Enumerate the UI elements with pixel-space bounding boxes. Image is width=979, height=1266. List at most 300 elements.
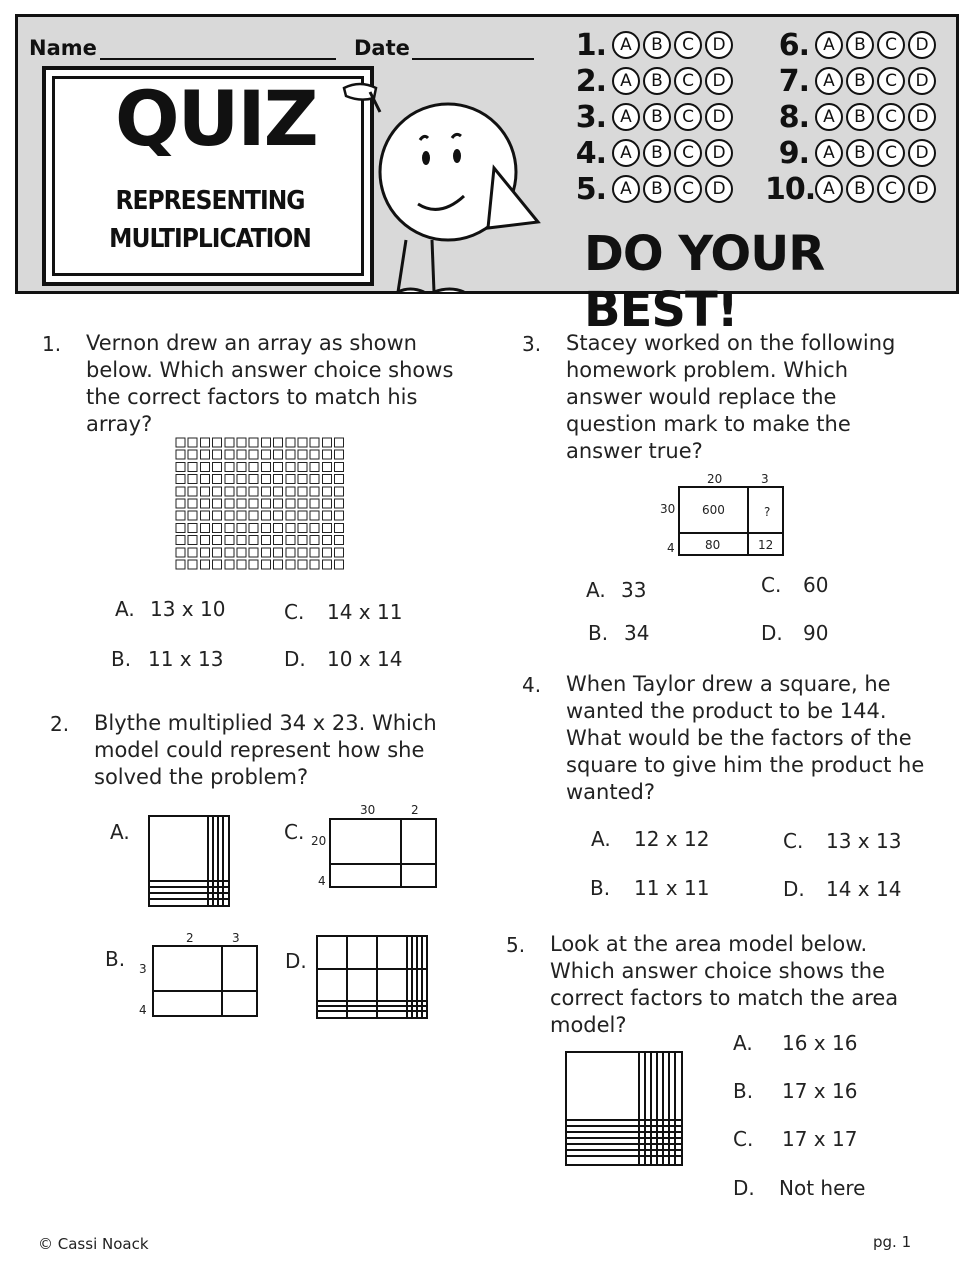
array-cell	[188, 475, 197, 484]
array-cell	[225, 487, 234, 496]
bubble-c[interactable]: C	[877, 67, 905, 95]
q1-option-b[interactable]: 11 x 13	[148, 647, 224, 671]
array-cell	[261, 462, 270, 471]
array-cell	[261, 548, 270, 557]
array-cell	[200, 475, 209, 484]
q3-option-c[interactable]: 60	[803, 573, 829, 597]
q2-b-top-right: 3	[232, 931, 240, 945]
answer-number: 5.	[575, 171, 606, 207]
array-cell	[261, 475, 270, 484]
array-cell	[200, 536, 209, 545]
array-cell	[298, 450, 307, 459]
array-cell	[286, 487, 295, 496]
array-cell	[200, 560, 209, 569]
array-cell	[335, 438, 344, 447]
array-cell	[274, 438, 283, 447]
array-cell	[261, 499, 270, 508]
answer-number: 10.	[765, 171, 816, 207]
array-cell	[237, 511, 246, 520]
array-cell	[249, 450, 258, 459]
array-cell	[249, 438, 258, 447]
bubble-d[interactable]: D	[908, 67, 936, 95]
bubble-a[interactable]: A	[612, 103, 640, 131]
array-cell	[335, 523, 344, 532]
answer-number: 1.	[575, 27, 606, 63]
q2-b-top-left: 2	[186, 931, 194, 945]
array-cell	[310, 560, 319, 569]
array-cell	[188, 511, 197, 520]
array-cell	[274, 548, 283, 557]
bubble-c[interactable]: C	[877, 103, 905, 131]
array-cell	[225, 548, 234, 557]
bubble-c[interactable]: C	[674, 175, 702, 203]
q3-option-b[interactable]: 34	[624, 621, 650, 645]
q1-option-b-letter: B.	[111, 647, 132, 671]
array-cell	[225, 499, 234, 508]
array-cell	[286, 462, 295, 471]
q2-model-b	[152, 945, 260, 1019]
q5-area-model	[564, 1050, 686, 1168]
array-cell	[237, 548, 246, 557]
q4-option-a-letter: A.	[591, 827, 611, 851]
bubble-a[interactable]: A	[612, 139, 640, 167]
array-cell	[335, 462, 344, 471]
q1-line: the correct factors to match his	[86, 385, 418, 409]
answer-row	[562, 99, 736, 135]
array-cell	[261, 511, 270, 520]
q4-text	[566, 671, 924, 806]
bubble-d[interactable]: D	[705, 67, 733, 95]
q3-number: 3.	[522, 332, 542, 356]
q1-text	[86, 330, 453, 438]
answer-number: 2.	[575, 63, 606, 99]
array-cell	[200, 523, 209, 532]
array-cell	[286, 438, 295, 447]
q5-line: model?	[550, 1013, 627, 1037]
q2-b-side-top: 3	[139, 962, 147, 976]
array-cell	[322, 438, 331, 447]
array-cell	[322, 536, 331, 545]
answer-bubbles-left	[562, 27, 736, 207]
array-cell	[310, 462, 319, 471]
array-cell	[274, 523, 283, 532]
q5-option-c[interactable]: 17 x 17	[782, 1127, 858, 1151]
array-cell	[176, 523, 185, 532]
answer-bubbles-right	[765, 27, 939, 207]
array-cell	[213, 511, 222, 520]
array-cell	[274, 560, 283, 569]
q3-text	[566, 330, 895, 465]
q1-line: Vernon drew an array as shown	[86, 331, 417, 355]
q2-line: model could represent how she	[94, 738, 425, 762]
array-cell	[176, 462, 185, 471]
q3-line: answer would replace the	[566, 385, 837, 409]
q5-line: Look at the area model below.	[550, 932, 868, 956]
array-cell	[213, 499, 222, 508]
array-cell	[249, 487, 258, 496]
q2-line: solved the problem?	[94, 765, 309, 789]
array-cell	[225, 523, 234, 532]
array-cell	[176, 475, 185, 484]
bubble-d[interactable]: D	[908, 103, 936, 131]
array-cell	[176, 450, 185, 459]
q3-line: homework problem. Which	[566, 358, 849, 382]
array-cell	[274, 536, 283, 545]
array-cell	[200, 548, 209, 557]
q2-model-a	[148, 815, 232, 909]
bubble-b[interactable]: B	[643, 139, 671, 167]
bubble-d[interactable]: D	[705, 103, 733, 131]
array-cell	[274, 462, 283, 471]
array-cell	[188, 438, 197, 447]
array-cell	[200, 487, 209, 496]
bubble-d[interactable]: D	[908, 139, 936, 167]
array-cell	[200, 462, 209, 471]
array-cell	[274, 450, 283, 459]
array-cell	[298, 462, 307, 471]
array-cell	[286, 511, 295, 520]
answer-row	[562, 135, 736, 171]
array-cell	[225, 511, 234, 520]
smiley-mascot-illustration	[340, 78, 555, 296]
array-cell	[310, 438, 319, 447]
q3-option-a[interactable]: 33	[621, 578, 647, 602]
q2-b-side-bottom: 4	[139, 1003, 147, 1017]
array-cell	[188, 523, 197, 532]
array-cell	[322, 499, 331, 508]
q4-option-b[interactable]: 11 x 11	[634, 876, 710, 900]
array-cell	[261, 487, 270, 496]
bubble-a[interactable]: A	[612, 31, 640, 59]
answer-number: 6.	[778, 27, 809, 63]
array-cell	[310, 499, 319, 508]
array-cell	[213, 548, 222, 557]
q5-line: Which answer choice shows the	[550, 959, 885, 983]
q2-c-side-bottom: 4	[318, 874, 326, 888]
q1-option-c[interactable]: 14 x 11	[327, 600, 403, 624]
page-number: pg. 1	[873, 1233, 912, 1251]
answer-number: 4.	[575, 135, 606, 171]
date-field[interactable]	[412, 58, 534, 60]
bubble-b[interactable]: B	[846, 103, 874, 131]
q1-option-a[interactable]: 13 x 10	[150, 597, 226, 621]
array-cell	[322, 487, 331, 496]
q3-line: question mark to make the	[566, 412, 851, 436]
q3-cell-80: 80	[705, 538, 721, 552]
array-cell	[335, 487, 344, 496]
array-cell	[335, 560, 344, 569]
array-cell	[188, 536, 197, 545]
array-cell	[200, 499, 209, 508]
array-cell	[200, 438, 209, 447]
q5-text	[550, 931, 898, 1039]
bubble-a[interactable]: A	[815, 139, 843, 167]
array-cell	[286, 536, 295, 545]
q4-line: wanted the product to be 144.	[566, 699, 887, 723]
copyright: © Cassi Noack	[38, 1235, 149, 1253]
array-cell	[225, 560, 234, 569]
q3-cell-unknown: ?	[764, 505, 771, 519]
array-cell	[176, 438, 185, 447]
q2-label-c[interactable]: C.	[284, 820, 305, 844]
array-cell	[298, 560, 307, 569]
array-cell	[322, 548, 331, 557]
array-cell	[176, 560, 185, 569]
answer-row	[562, 27, 736, 63]
array-cell	[213, 450, 222, 459]
array-cell	[213, 523, 222, 532]
bubble-c[interactable]: C	[674, 67, 702, 95]
q2-c-top-right: 2	[411, 803, 419, 817]
bubble-b[interactable]: B	[643, 175, 671, 203]
name-label: Name	[29, 36, 97, 60]
q2-c-side-top: 20	[311, 834, 327, 848]
array-cell	[310, 450, 319, 459]
subtitle-line-2: MULTIPLICATION	[109, 224, 311, 254]
answer-row	[765, 99, 939, 135]
q5-option-b[interactable]: 17 x 16	[782, 1079, 858, 1103]
bubble-c[interactable]: C	[877, 175, 905, 203]
motto: DO YOUR BEST!	[584, 226, 825, 338]
q2-label-d[interactable]: D.	[285, 949, 307, 973]
array-cell	[249, 523, 258, 532]
array-cell	[310, 523, 319, 532]
bubble-c[interactable]: C	[674, 139, 702, 167]
array-cell	[298, 438, 307, 447]
array-cell	[249, 475, 258, 484]
q1-line: below. Which answer choice shows	[86, 358, 454, 382]
q1-option-d[interactable]: 10 x 14	[327, 647, 403, 671]
q5-option-c-letter: C.	[733, 1127, 754, 1151]
array-cell	[310, 487, 319, 496]
array-cell	[200, 511, 209, 520]
array-cell	[176, 536, 185, 545]
array-cell	[237, 487, 246, 496]
array-cell	[335, 499, 344, 508]
array-cell	[237, 450, 246, 459]
q3-side-top: 30	[660, 502, 676, 516]
q3-option-c-letter: C.	[761, 573, 782, 597]
q3-option-d[interactable]: 90	[803, 621, 829, 645]
q2-model-d	[316, 935, 430, 1021]
array-cell	[298, 536, 307, 545]
array-cell	[249, 462, 258, 471]
q1-array-grid	[174, 436, 348, 576]
q5-option-d[interactable]: Not here	[779, 1176, 866, 1200]
bubble-c[interactable]: C	[877, 139, 905, 167]
array-cell	[213, 536, 222, 545]
array-cell	[237, 560, 246, 569]
bubble-c[interactable]: C	[674, 31, 702, 59]
answer-number: 3.	[575, 99, 606, 135]
array-cell	[237, 475, 246, 484]
array-cell	[298, 523, 307, 532]
array-cell	[310, 548, 319, 557]
q4-option-a[interactable]: 12 x 12	[634, 827, 710, 851]
array-cell	[310, 511, 319, 520]
bubble-b[interactable]: B	[846, 67, 874, 95]
array-cell	[335, 511, 344, 520]
q5-option-a-letter: A.	[733, 1031, 753, 1055]
array-cell	[286, 560, 295, 569]
bubble-b[interactable]: B	[846, 139, 874, 167]
q3-top-right: 3	[761, 472, 769, 486]
array-cell	[176, 548, 185, 557]
bubble-b[interactable]: B	[846, 175, 874, 203]
bubble-b[interactable]: B	[846, 31, 874, 59]
array-cell	[188, 462, 197, 471]
array-cell	[322, 462, 331, 471]
array-cell	[298, 548, 307, 557]
array-cell	[237, 536, 246, 545]
q3-line: answer true?	[566, 439, 703, 463]
array-cell	[188, 548, 197, 557]
q4-line: wanted?	[566, 780, 655, 804]
array-cell	[310, 475, 319, 484]
array-cell	[322, 560, 331, 569]
bubble-c[interactable]: C	[877, 31, 905, 59]
q3-top-left: 20	[707, 472, 723, 486]
quiz-title: QUIZ	[115, 74, 317, 163]
q3-side-bottom: 4	[667, 541, 675, 555]
array-cell	[225, 462, 234, 471]
array-cell	[213, 560, 222, 569]
q4-line: What would be the factors of the	[566, 726, 912, 750]
q4-option-c-letter: C.	[783, 829, 804, 853]
q3-line: Stacey worked on the following	[566, 331, 896, 355]
array-cell	[188, 450, 197, 459]
array-cell	[237, 523, 246, 532]
q4-option-b-letter: B.	[590, 876, 611, 900]
array-cell	[335, 548, 344, 557]
bubble-b[interactable]: B	[643, 67, 671, 95]
array-cell	[310, 536, 319, 545]
array-cell	[188, 487, 197, 496]
array-cell	[225, 450, 234, 459]
array-cell	[261, 536, 270, 545]
array-cell	[322, 511, 331, 520]
q2-label-b[interactable]: B.	[105, 947, 126, 971]
array-cell	[188, 560, 197, 569]
array-cell	[298, 475, 307, 484]
bubble-d[interactable]: D	[908, 31, 936, 59]
answer-row	[765, 135, 939, 171]
bubble-a[interactable]: A	[815, 103, 843, 131]
bubble-a[interactable]: A	[815, 31, 843, 59]
bubble-c[interactable]: C	[674, 103, 702, 131]
array-cell	[274, 499, 283, 508]
array-cell	[188, 499, 197, 508]
array-cell	[286, 450, 295, 459]
q1-option-d-letter: D.	[284, 647, 306, 671]
answer-number: 8.	[778, 99, 809, 135]
q1-option-a-letter: A.	[115, 597, 135, 621]
q5-option-b-letter: B.	[733, 1079, 754, 1103]
bubble-d[interactable]: D	[705, 31, 733, 59]
q2-model-c	[329, 818, 439, 890]
array-cell	[261, 560, 270, 569]
q2-number: 2.	[50, 712, 70, 736]
q1-line: array?	[86, 412, 153, 436]
q3-option-b-letter: B.	[588, 621, 609, 645]
answer-row	[765, 63, 939, 99]
array-cell	[261, 450, 270, 459]
array-cell	[249, 548, 258, 557]
q3-option-a-letter: A.	[586, 578, 606, 602]
array-cell	[274, 487, 283, 496]
array-cell	[274, 475, 283, 484]
array-cell	[298, 499, 307, 508]
array-cell	[237, 462, 246, 471]
bubble-b[interactable]: B	[643, 31, 671, 59]
array-cell	[237, 499, 246, 508]
array-cell	[200, 450, 209, 459]
array-cell	[237, 438, 246, 447]
array-cell	[225, 475, 234, 484]
name-field[interactable]	[100, 58, 336, 60]
array-cell	[176, 511, 185, 520]
array-cell	[286, 523, 295, 532]
answer-row	[562, 171, 736, 207]
q2-c-top-left: 30	[360, 803, 376, 817]
answer-number: 9.	[778, 135, 809, 171]
array-cell	[249, 560, 258, 569]
bubble-b[interactable]: B	[643, 103, 671, 131]
q5-option-d-letter: D.	[733, 1176, 755, 1200]
array-cell	[213, 438, 222, 447]
bubble-d[interactable]: D	[908, 175, 936, 203]
array-cell	[176, 499, 185, 508]
q5-option-a[interactable]: 16 x 16	[782, 1031, 858, 1055]
array-cell	[225, 536, 234, 545]
array-cell	[213, 462, 222, 471]
array-cell	[335, 536, 344, 545]
q1-option-c-letter: C.	[284, 600, 305, 624]
array-cell	[286, 499, 295, 508]
date-label: Date	[354, 36, 410, 60]
q4-option-d[interactable]: 14 x 14	[826, 877, 902, 901]
q3-cell-600: 600	[702, 503, 725, 517]
q4-number: 4.	[522, 673, 542, 697]
q4-option-c[interactable]: 13 x 13	[826, 829, 902, 853]
array-cell	[286, 475, 295, 484]
array-cell	[225, 438, 234, 447]
bubble-a[interactable]: A	[815, 175, 843, 203]
array-cell	[335, 475, 344, 484]
q2-line: Blythe multiplied 34 x 23. Which	[94, 711, 437, 735]
bubble-a[interactable]: A	[612, 67, 640, 95]
q5-line: correct factors to match the area	[550, 986, 899, 1010]
array-cell	[335, 450, 344, 459]
q2-text	[94, 710, 437, 791]
subtitle-line-1: REPRESENTING	[115, 186, 305, 216]
array-cell	[274, 511, 283, 520]
array-cell	[261, 523, 270, 532]
array-cell	[322, 475, 331, 484]
bubble-d[interactable]: D	[705, 175, 733, 203]
array-cell	[249, 499, 258, 508]
array-cell	[298, 511, 307, 520]
bubble-a[interactable]: A	[815, 67, 843, 95]
answer-number: 7.	[778, 63, 809, 99]
array-cell	[176, 487, 185, 496]
array-cell	[213, 487, 222, 496]
array-cell	[322, 450, 331, 459]
q4-option-d-letter: D.	[783, 877, 805, 901]
q2-label-a[interactable]: A.	[110, 820, 130, 844]
bubble-a[interactable]: A	[612, 175, 640, 203]
bubble-d[interactable]: D	[705, 139, 733, 167]
